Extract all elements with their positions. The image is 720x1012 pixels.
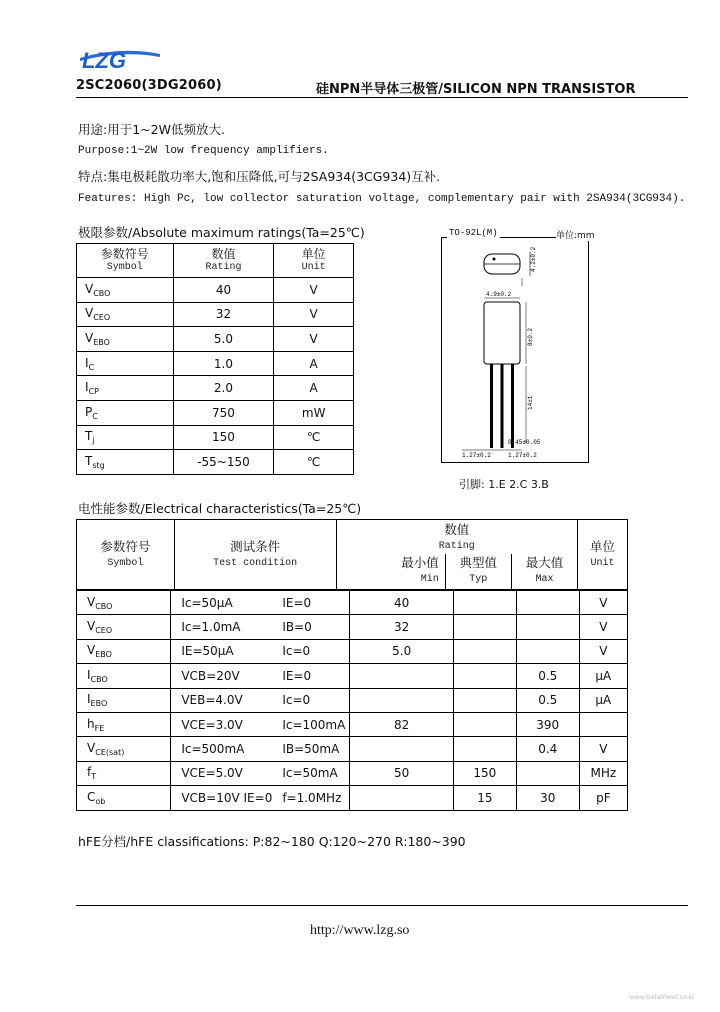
dim-body-height: 8±0.2 bbox=[527, 327, 534, 346]
table-row: $V_{CBO}$ Ic=50μA IE=0 40 V bbox=[77, 591, 628, 615]
features-cn: 特点:集电极耗散功率大,饱和压降低,可与2SA934(3CG934)互补. bbox=[78, 169, 441, 184]
abs-max-table bbox=[76, 243, 354, 475]
hfe-classifications: hFE分档/hFE classifications: P:82~180 Q:120~270 R:180~390 bbox=[78, 834, 466, 849]
table-row: $C_{ob}$ VCB=10V IE=0 f=1.0MHz 15 30 pF bbox=[77, 786, 628, 810]
elec-symbol-header: 参数符号 Symbol bbox=[77, 520, 175, 590]
table-row: $h_{FE}$ VCE=3.0V Ic=100mA 82 390 bbox=[77, 712, 628, 736]
abs-max-unit-header: 单位 Unit bbox=[274, 244, 354, 278]
table-row: $T_{stg}$ -55~150 ℃ bbox=[77, 450, 354, 475]
elec-unit-header: 单位 Unit bbox=[578, 520, 628, 590]
table-row: $V_{EBO}$ 5.0 V bbox=[77, 327, 354, 352]
lead-2 bbox=[501, 364, 504, 448]
table-row: $I_{EBO}$ VEB=4.0V Ic=0 0.5 μA bbox=[77, 688, 628, 712]
dim-pitch-b: 1.27±0.2 bbox=[508, 452, 537, 459]
purpose-en: Purpose:1~2W low frequency amplifiers. bbox=[78, 145, 329, 157]
lead-1 bbox=[490, 364, 493, 448]
elec-cond-header: 测试条件 Test condition bbox=[174, 520, 336, 590]
elec-data-table bbox=[76, 590, 628, 811]
part-number: 2SC2060(3DG2060) bbox=[76, 78, 222, 93]
elec-rating-header: 数值 Rating 最小值 Min 典型值 Typ 最大值 Max bbox=[336, 520, 578, 590]
table-row: $I_{CP}$ 2.0 A bbox=[77, 376, 354, 401]
dim-lead-length: 14±1 bbox=[527, 395, 534, 410]
dim-lead-width: 0.45±0.05 bbox=[508, 439, 541, 446]
header-divider bbox=[76, 97, 688, 98]
table-row: $I_{CBO}$ VCB=20V IE=0 0.5 μA bbox=[77, 664, 628, 688]
footer-divider bbox=[76, 905, 688, 906]
package-unit: 单位:mm bbox=[556, 228, 595, 241]
package-outline-svg bbox=[442, 238, 588, 462]
pinout: 引脚: 1.E 2.C 3.B bbox=[459, 478, 549, 491]
table-row: $P_C$ 750 mW bbox=[77, 400, 354, 425]
table-row: $I_C$ 1.0 A bbox=[77, 351, 354, 376]
package-title: TO-92L(M) bbox=[449, 228, 498, 238]
abs-max-title: 极限参数/Absolute maximum ratings(Ta=25℃) bbox=[78, 225, 365, 240]
abs-max-header-row bbox=[77, 244, 354, 278]
dim-thickness: 4.2±0.2 bbox=[530, 246, 537, 272]
features-en: Features: High Pc, low collector saturation voltage, complementary pair with 2SA934(3CG934). bbox=[78, 193, 686, 205]
table-row: $V_{CEO}$ Ic=1.0mA IB=0 32 V bbox=[77, 615, 628, 639]
table-row: $f_T$ VCE=5.0V Ic=50mA 50 150 MHz bbox=[77, 761, 628, 785]
logo-text: LZG bbox=[82, 48, 126, 70]
watermark: www.DataSheet.co.kr bbox=[630, 994, 695, 1001]
table-row: $V_{CBO}$ 40 V bbox=[77, 278, 354, 303]
lead-3 bbox=[511, 364, 514, 448]
elec-typ-header: 典型值 Typ bbox=[445, 554, 511, 589]
dim-width: 4.9±0.2 bbox=[486, 291, 512, 298]
table-row: $V_{CEO}$ 32 V bbox=[77, 302, 354, 327]
package-body bbox=[484, 302, 520, 364]
table-row: $V_{CE(sat)}$ Ic=500mA IB=50mA 0.4 V bbox=[77, 737, 628, 761]
elec-table bbox=[76, 519, 628, 590]
website-link[interactable]: http://www.lzg.so bbox=[310, 923, 410, 938]
elec-header-row bbox=[77, 520, 628, 590]
elec-min-header: 最小值 Min bbox=[401, 555, 439, 585]
table-row: $V_{EBO}$ IE=50μA Ic=0 5.0 V bbox=[77, 639, 628, 663]
pin-marker-icon bbox=[493, 258, 496, 261]
dim-pitch-a: 1.27±0.2 bbox=[462, 452, 491, 459]
usage-cn: 用途:用于1~2W低频放大. bbox=[78, 122, 225, 137]
company-logo bbox=[80, 44, 160, 70]
page-title: 硅NPN半导体三极管/SILICON NPN TRANSISTOR bbox=[316, 82, 636, 97]
elec-title: 电性能参数/Electrical characteristics(Ta=25℃) bbox=[78, 501, 362, 516]
table-row: $T_j$ 150 ℃ bbox=[77, 425, 354, 450]
abs-max-symbol-header: 参数符号 Symbol bbox=[77, 244, 174, 278]
package-drawing bbox=[441, 237, 589, 463]
elec-max-header: 最大值 Max bbox=[511, 554, 577, 589]
abs-max-rating-header: 数值 Rating bbox=[173, 244, 274, 278]
